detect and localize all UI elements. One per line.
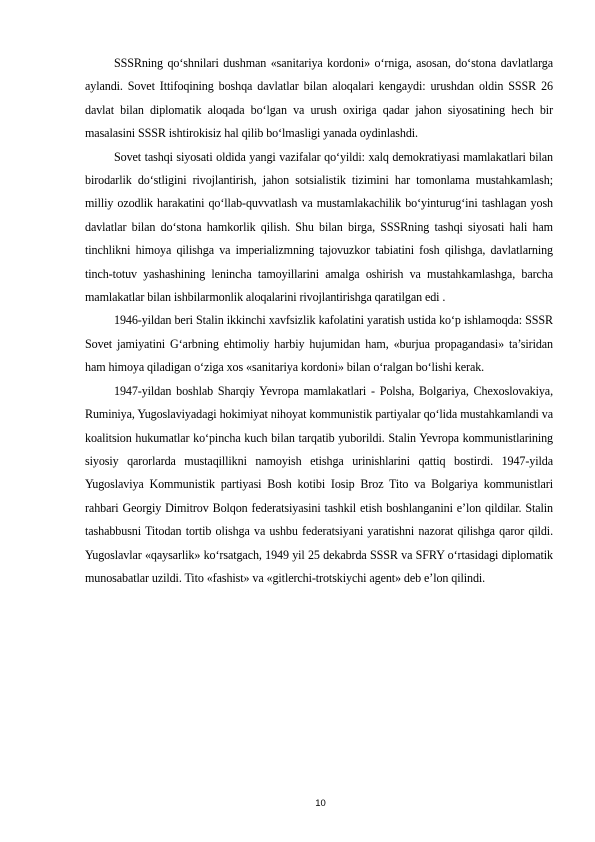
page-number: 10 xyxy=(315,798,326,809)
paragraph-2: Sovet tashqi siyosati oldida yangi vazifalar qo‘yildi: xalq demokratiyasi mamlakatlari bilan birodarlik do‘stligini rivojlantirish, jahon sotsialistik tizimini har tomonlama mustahkamlash; milliy ozodlik harakatini qo‘llab-quvvatlash va mustamlakachilik bo‘yinturug‘ini tashlagan yosh davlatlar bilan do‘stona hamkorlik qilish. Shu bilan birga, SSSRning tashqi siyosati hali ham tinchlikni himoya qilishga va imperializmning tajovuzkor tabiatini fosh qilishga, davlatlarning tinch-totuv yashashining lenincha tamoyillarini amalga oshirish va mustahkamlashga, barcha mamlakatlar bilan ishbilarmonlik aloqalarini rivojlantirishga qaratilgan edi . xyxy=(85,149,553,305)
paragraph-4: 1947-yildan boshlab Sharqiy Yevropa mamlakatlari - Polsha, Bolgariya, Chexoslovakiya, Ruminiya, Yugoslaviyadagi hokimiyat nihoyat kommunistik partiyalar qo‘lida mustahkamlandi va koalitsion hukumatlar ko‘pincha kuch bilan tarqatib yuborildi. Stalin Yevropa kommunistlarining siyosiy qarorlarda mustaqillikni namoyish etishga urinishlarini qattiq bostirdi. 1947-yilda Yugoslaviya Kommunistik partiyasi Bosh kotibi Iosip Broz Tito va Bolgariya kommunistlari rahbari Georgiy Dimitrov Bolqon federatsiyasini tashkil etish boshlanganini e’lon qildilar. Stalin tashabbusni Titodan tortib olishga va ushbu federatsiyani yaratishni nazorat qilishga qaror qildi. Yugoslavlar «qaysarlik» ko‘rsatgach, 1949 yil 25 dekabrda SSSR va SFRY o‘rtasidagi diplomatik munosabatlar uzildi. Tito «fashist» va «gitlerchi-trotskiychi agent» deb e’lon qilindi. xyxy=(85,383,553,585)
document-body xyxy=(85,52,553,590)
paragraph-1: SSSRning qo‘shnilari dushman «sanitariya kordoni» o‘rniga, asosan, do‘stona davlatlarga aylandi. Sovet Ittifoqining boshqa davlatlar bilan aloqalari kengaydi: urushdan oldin SSSR 26 davlat bilan diplomatik aloqada bo‘lgan va urush oxiriga qadar jahon siyosatining hech bir masalasini SSSR ishtirokisiz hal qilib bo‘lmasligi yanada oydinlashdi. xyxy=(85,56,553,141)
paragraph-3: 1946-yildan beri Stalin ikkinchi xavfsizlik kafolatini yaratish ustida ko‘p ishlamoqda: SSSR Sovet jamiyatini G‘arbning ehtimoliy harbiy hujumidan ham, «burjua propagandasi» ta’siridan ham himoya qiladigan o‘ziga xos «sanitariya kordoni» bilan o‘ralgan bo‘lishi kerak. xyxy=(85,313,553,375)
